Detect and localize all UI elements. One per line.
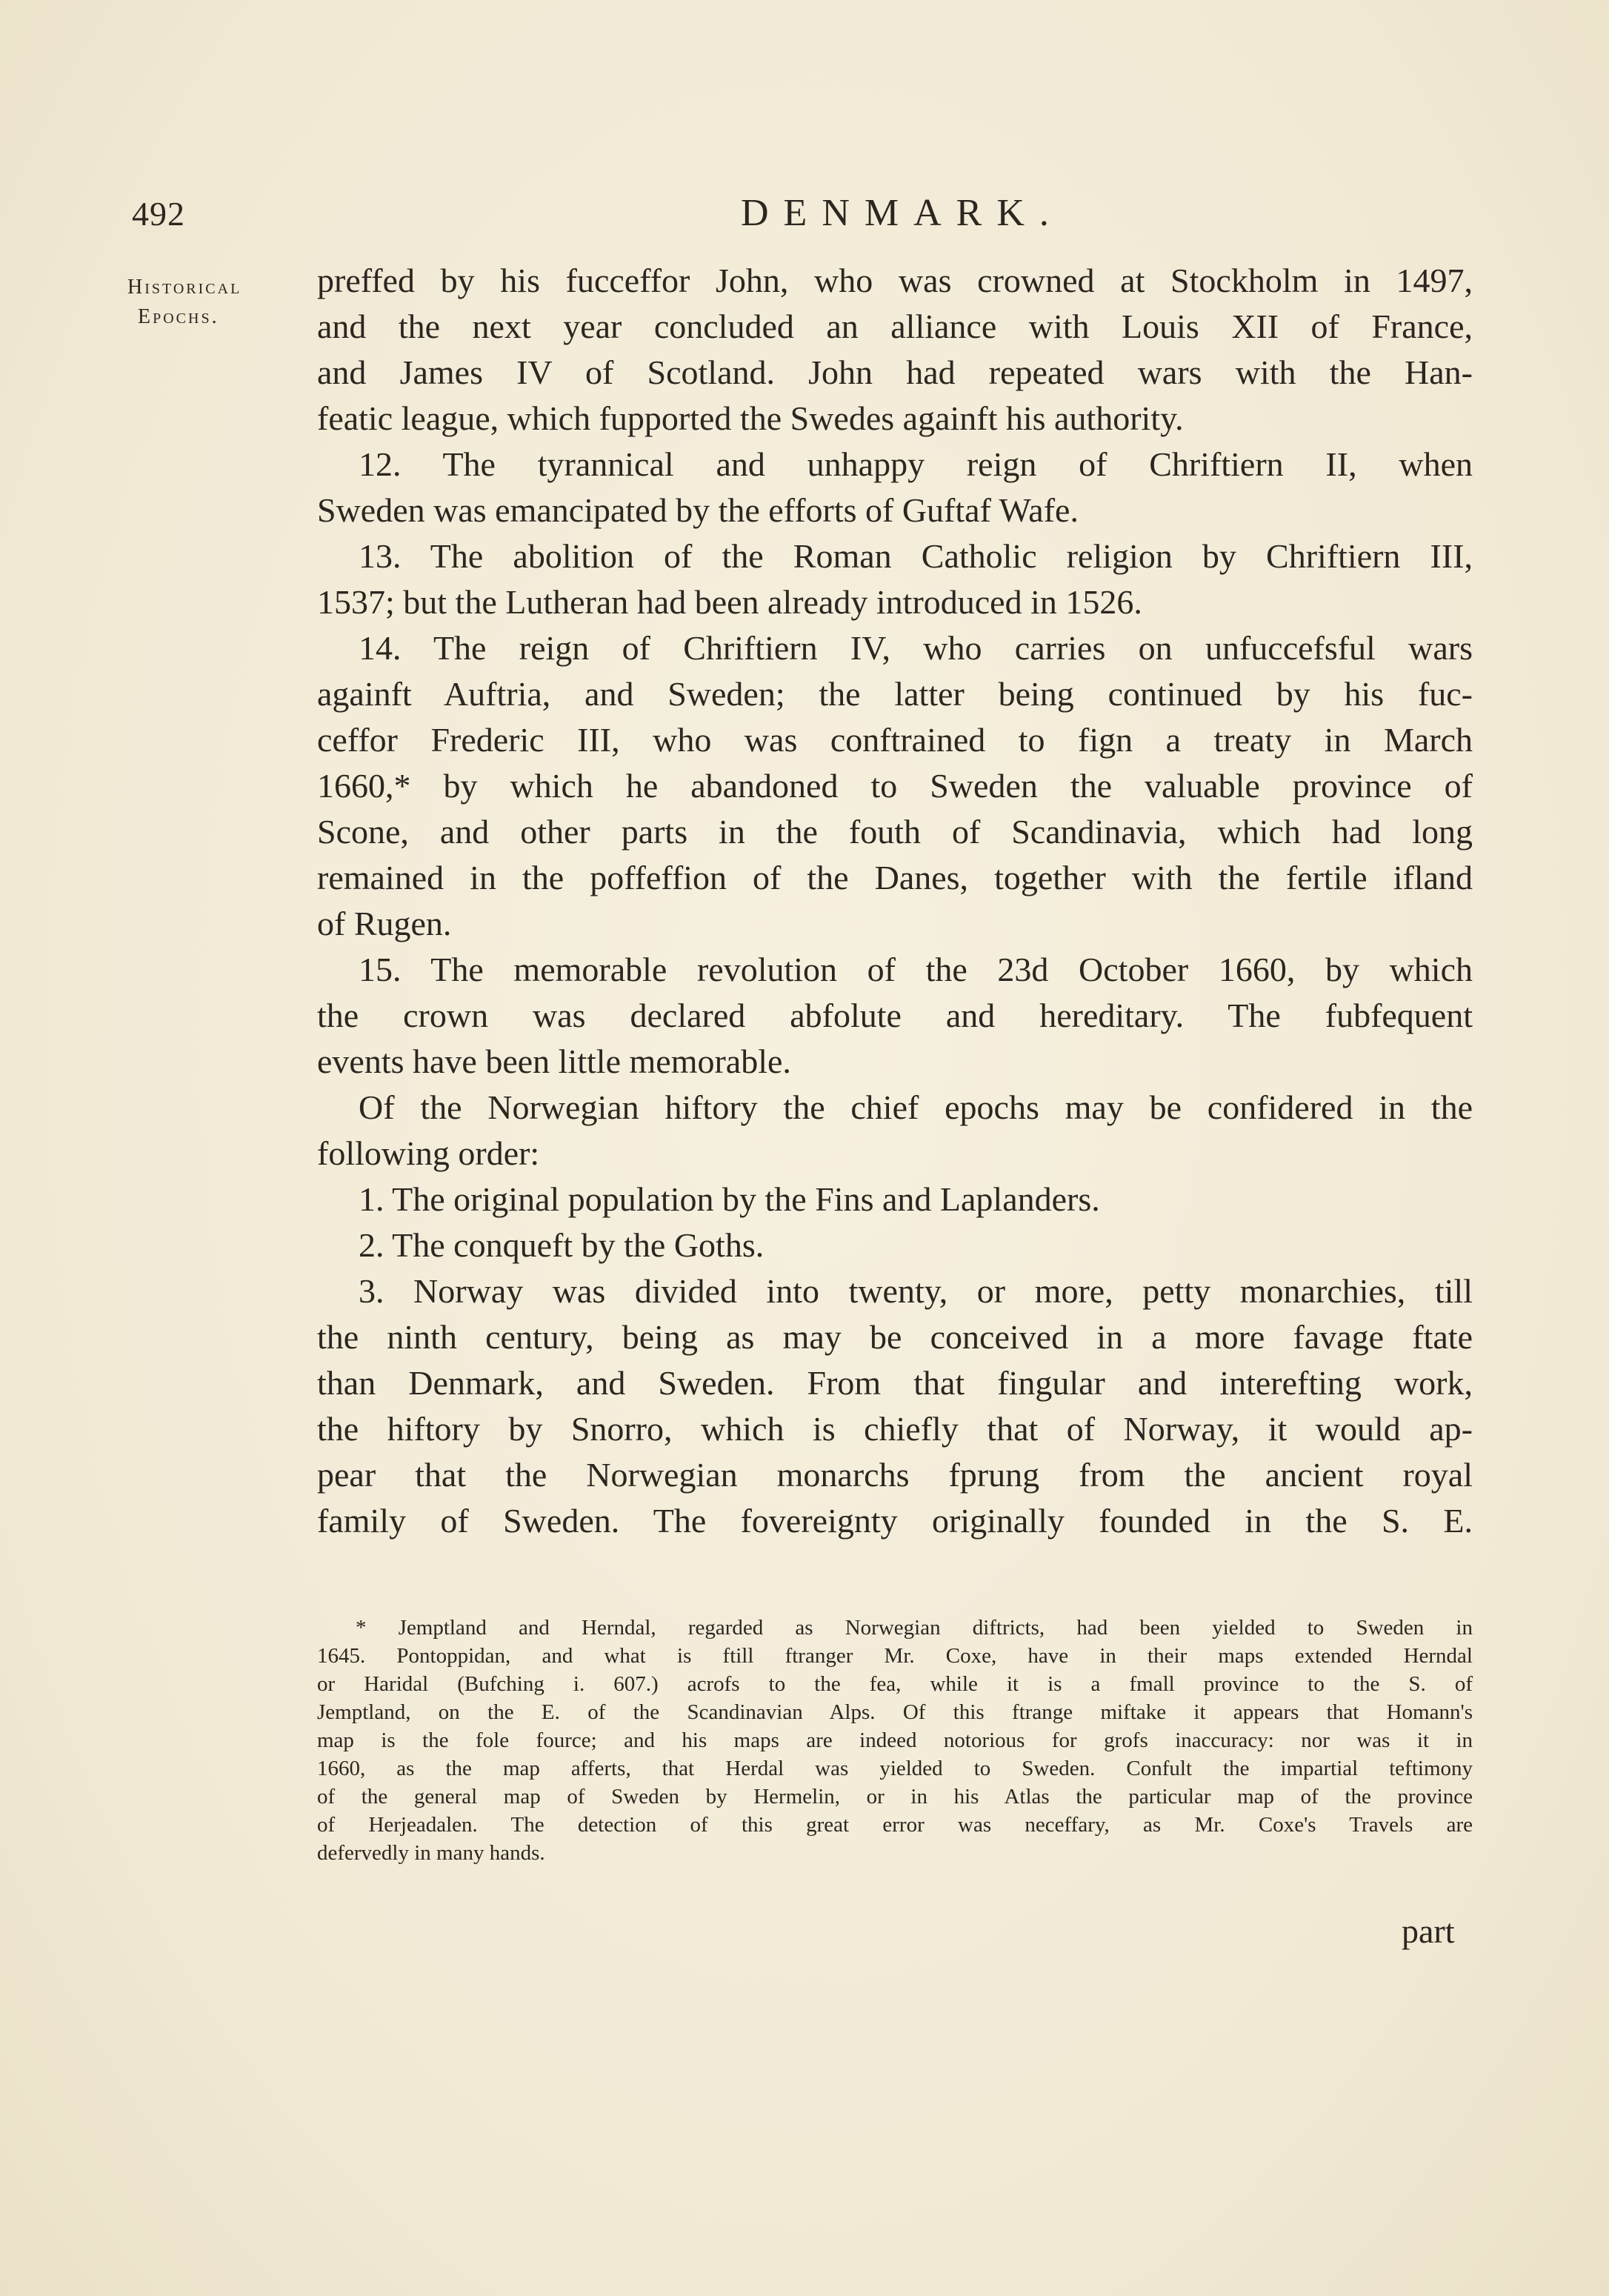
text-line: Sweden was emancipated by the efforts of Guftaf Wafe. [317, 491, 1079, 529]
text-line: 12. The tyrannical and unhappy reign of Chriftiern II, when [359, 445, 1473, 483]
footnote-line: or Haridal (Bufching i. 607.) acrofs to the fea, while it is a fmall province to the S. of [317, 1672, 1473, 1696]
text-line: following order: [317, 1134, 540, 1172]
footnote-line: of Herjeadalen. The detection of this great error was neceffary, as Mr. Coxe's Travels are [317, 1813, 1473, 1837]
text-line: 1537; but the Lutheran had been already introduced in 1526. [317, 583, 1142, 621]
text-line: 1. The original population by the Fins and Laplanders. [359, 1180, 1100, 1218]
text-line: events have been little memorable. [317, 1042, 791, 1080]
footnote-line: defervedly in many hands. [317, 1841, 545, 1865]
footnote-line: of the general map of Sweden by Hermelin, or in his Atlas the particular map of the province [317, 1785, 1473, 1808]
page-number: 492 [132, 195, 185, 233]
text-line: 14. The reign of Chriftiern IV, who carries on unfuccefsful wars [359, 629, 1473, 667]
text-line: of Rugen. [317, 905, 452, 942]
running-title: DENMARK. [741, 192, 1064, 234]
footnote [317, 1614, 1473, 1867]
footnote-line: map is the fole fource; and his maps are indeed notorious for grofs inaccuracy: nor was it in [317, 1728, 1473, 1752]
text-line: than Denmark, and Sweden. From that fingular and interefting work, [317, 1364, 1473, 1402]
text-line: the hiftory by Snorro, which is chiefly that of Norway, it would ap- [317, 1410, 1473, 1448]
text-line: Of the Norwegian hiftory the chief epochs may be confidered in the [359, 1088, 1473, 1126]
text-line: 13. The abolition of the Roman Catholic religion by Chriftiern III, [359, 537, 1473, 575]
text-line: 3. Norway was divided into twenty, or more, petty monarchies, till [359, 1272, 1473, 1310]
text-line: againft Auftria, and Sweden; the latter being continued by his fuc- [317, 675, 1473, 713]
text-line: family of Sweden. The fovereignty originally founded in the S. E. [317, 1502, 1473, 1540]
footnote-line: * Jemptland and Herndal, regarded as Norwegian diftricts, had been yielded to Sweden in [356, 1616, 1473, 1640]
text-line: 15. The memorable revolution of the 23d October 1660, by which [359, 951, 1473, 988]
body-text [317, 258, 1473, 1544]
catchword: part [1402, 1912, 1455, 1950]
text-line: pear that the Norwegian monarchs fprung from the ancient royal [317, 1456, 1473, 1494]
text-line: the ninth century, being as may be conceived in a more favage ftate [317, 1318, 1473, 1356]
text-line: the crown was declared abfolute and hereditary. The fubfequent [317, 996, 1473, 1034]
margin-note [127, 273, 241, 332]
margin-note-line: Historical [127, 276, 242, 299]
text-line: featic league, which fupported the Swedes againft his authority. [317, 399, 1184, 437]
text-line: ceffor Frederic III, who was conftrained to fign a treaty in March [317, 721, 1473, 759]
text-line: remained in the poffeffion of the Danes, together with the fertile ifland [317, 859, 1473, 896]
text-line: preffed by his fucceffor John, who was crowned at Stockholm in 1497, [317, 262, 1473, 299]
text-line: 2. The conqueft by the Goths. [359, 1226, 764, 1264]
text-line: and the next year concluded an alliance with Louis XII of France, [317, 307, 1473, 345]
footnote-line: Jemptland, on the E. of the Scandinavian Alps. Of this ftrange miftake it appears that Homann's [317, 1700, 1473, 1724]
footnote-line: 1645. Pontoppidan, and what is ftill ftranger Mr. Coxe, have in their maps extended Herndal [317, 1644, 1473, 1668]
margin-note-line: Epochs. [138, 305, 219, 328]
text-line: and James IV of Scotland. John had repeated wars with the Han- [317, 353, 1473, 391]
footnote-line: 1660, as the map afferts, that Herdal was yielded to Sweden. Confult the impartial teftimony [317, 1757, 1473, 1780]
text-line: Scone, and other parts in the fouth of Scandinavia, which had long [317, 813, 1473, 851]
text-line: 1660,* by which he abandoned to Sweden the valuable province of [317, 767, 1473, 805]
